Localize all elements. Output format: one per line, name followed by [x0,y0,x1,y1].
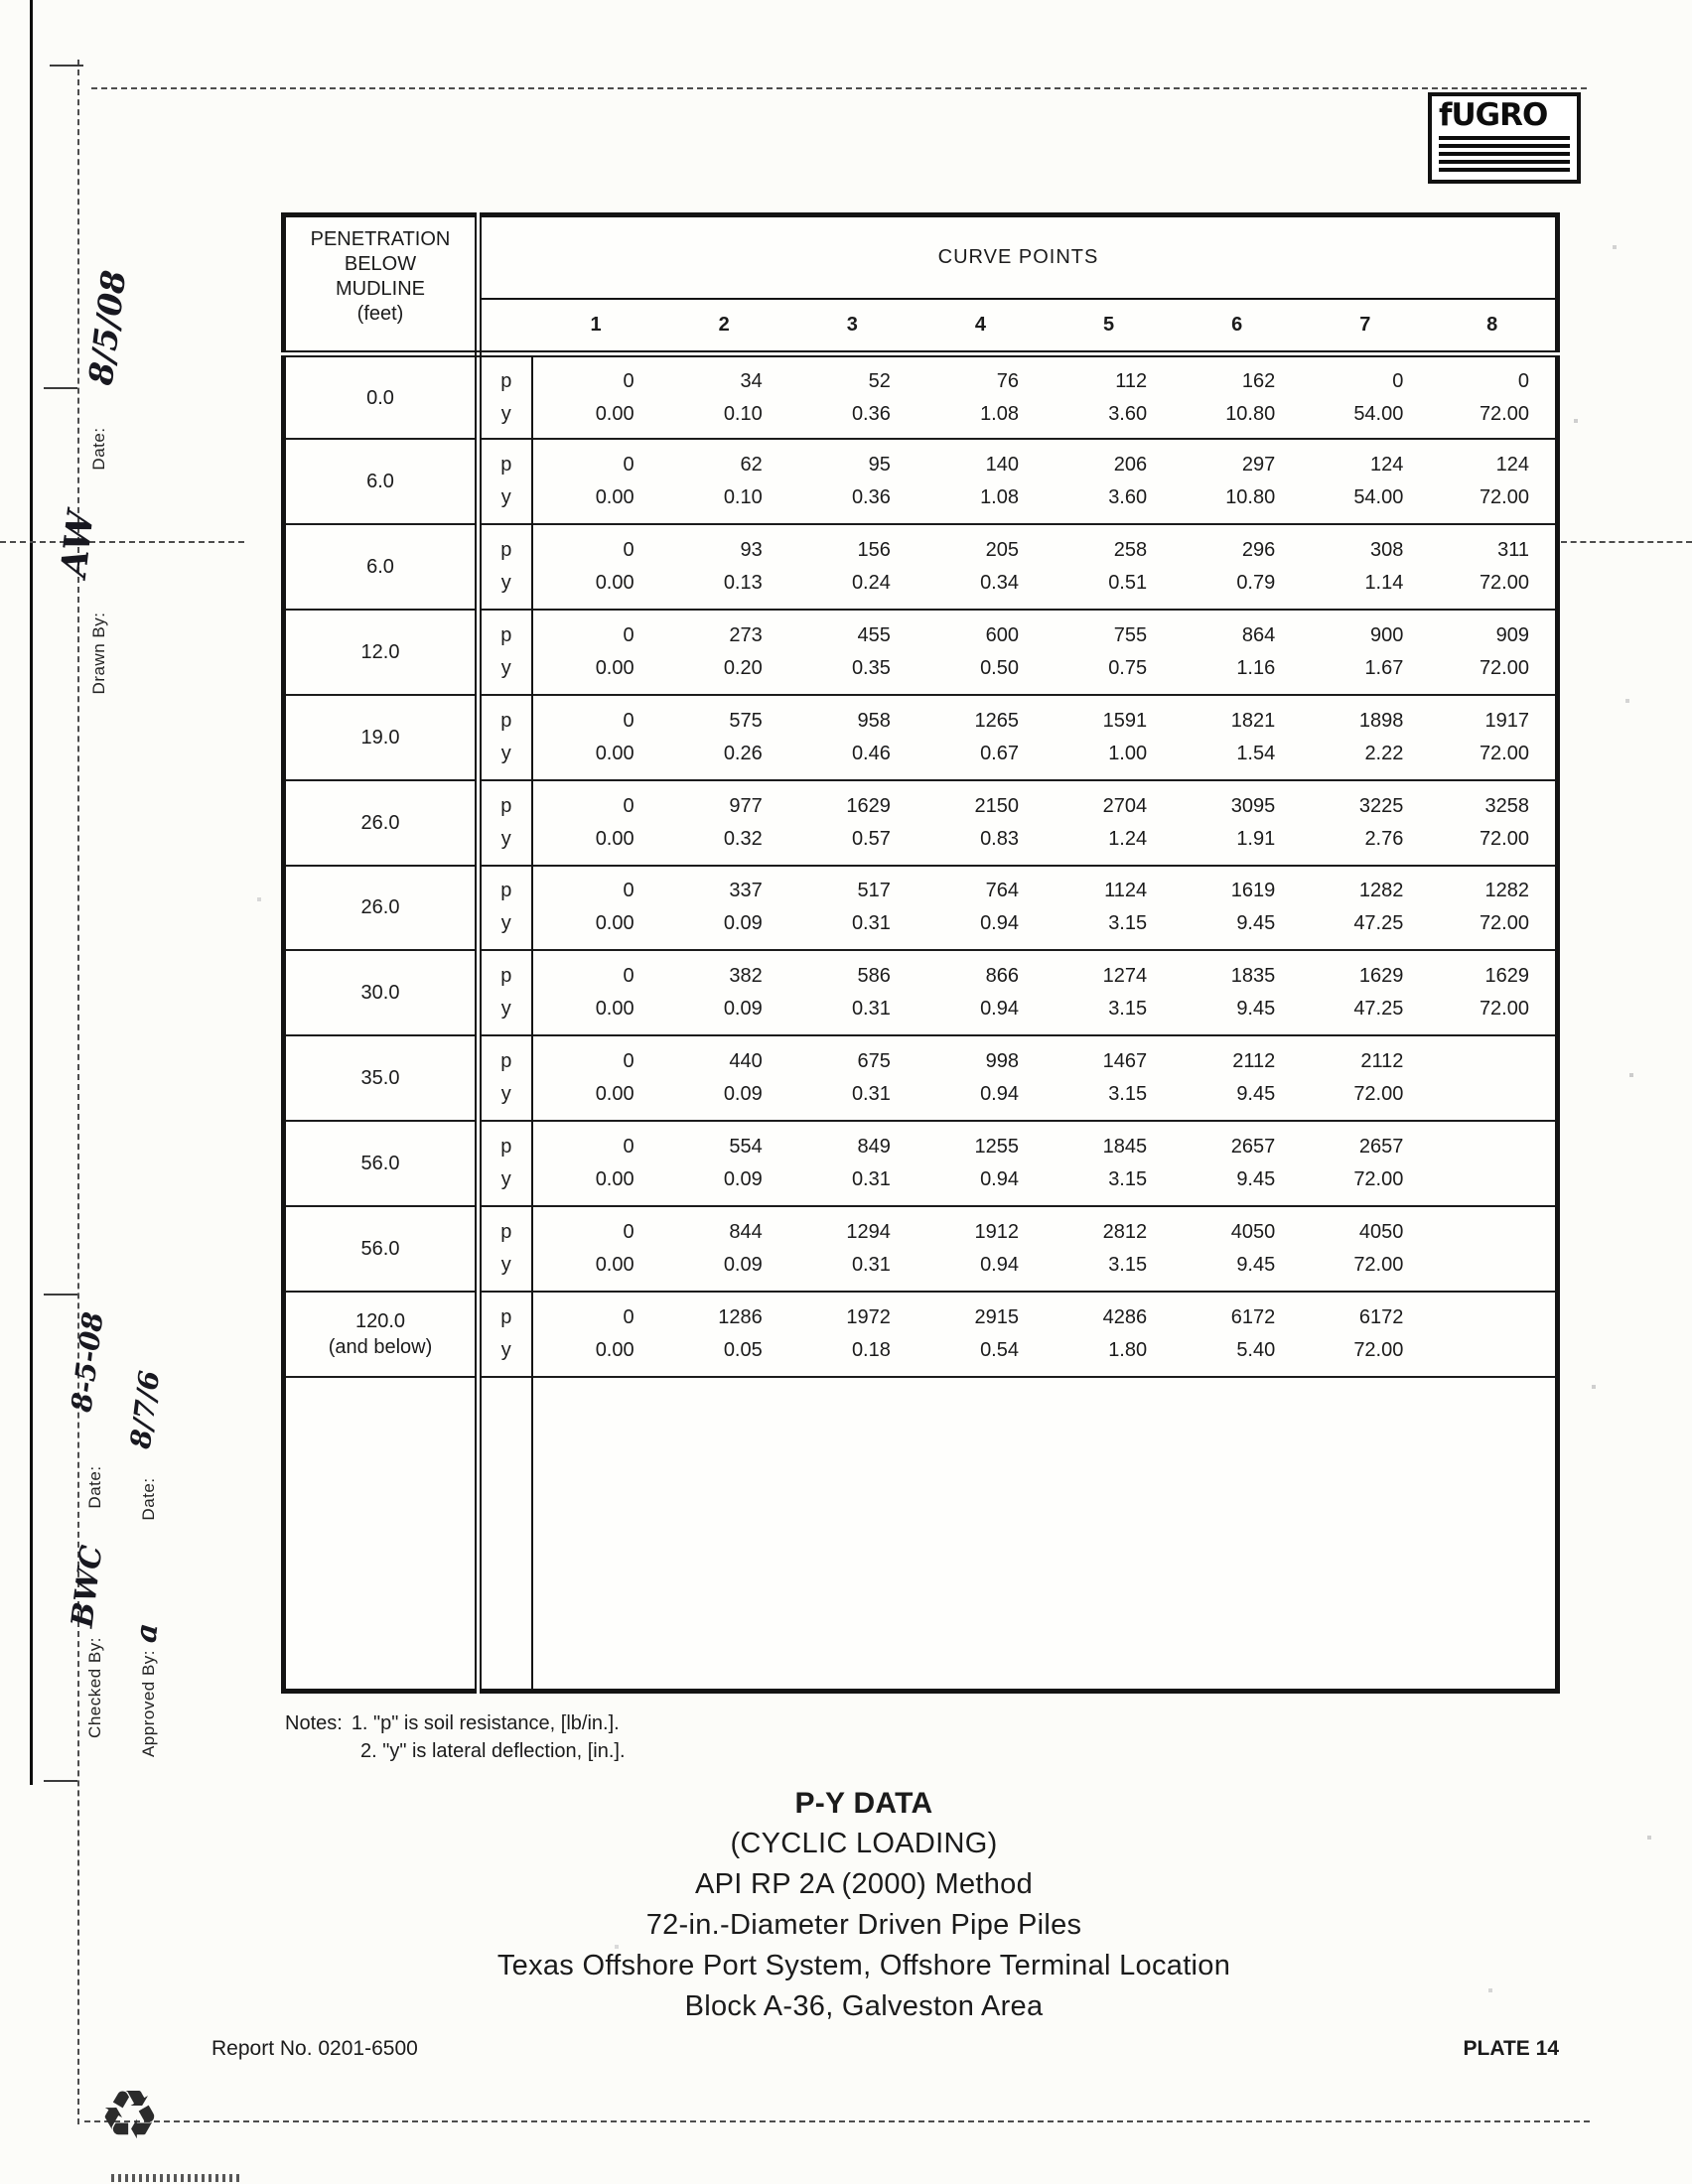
checked-date-label: Date: [85,1465,104,1509]
value-cell: 1629 72.00 [1429,950,1557,1035]
value-cell: 156 0.24 [788,524,916,610]
drawn-by-label: Drawn By: [89,612,108,695]
value-cell: 2657 72.00 [1301,1121,1429,1206]
value-cell: 0 0.00 [532,780,660,866]
depth-cell: 30.0 [284,950,479,1035]
value-cell: 1274 3.15 [1045,950,1173,1035]
value-cell: 124 54.00 [1301,439,1429,524]
value-cell: 337 0.09 [660,866,788,951]
point-number: 8 [1429,299,1557,354]
scan-edge-line [30,0,33,1785]
point-number: 1 [532,299,660,354]
top-border-line [91,87,1587,89]
checked-by-label: Checked By: [85,1637,104,1738]
title-block [224,1783,1503,2027]
value-cell: 1912 0.94 [916,1206,1045,1292]
value-cell: 909 72.00 [1429,610,1557,695]
py-label-cell: p y [479,610,532,695]
penetration-header-line: BELOW [344,253,417,275]
table-row [284,1035,1558,1121]
value-cell: 258 0.51 [1045,524,1173,610]
value-cell: 1835 9.45 [1173,950,1301,1035]
value-cell: 0 0.00 [532,866,660,951]
value-cell: 844 0.09 [660,1206,788,1292]
value-cell: 6172 72.00 [1301,1292,1429,1377]
point-number: 2 [660,299,788,354]
value-cell: 0 0.00 [532,524,660,610]
value-cell: 0 72.00 [1479,369,1529,425]
value-cell: 977 0.32 [660,780,788,866]
scan-artifact-text [111,2174,242,2182]
value-cell: 52 0.36 [851,369,891,425]
value-cell: 1898 2.22 [1301,695,1429,780]
value-cell: 764 0.94 [916,866,1045,951]
point-number: 6 [1173,299,1301,354]
fugro-logo-text: fUGRO [1439,97,1548,133]
recycle-icon: ♻ [99,2077,160,2155]
value-cell: 1845 3.15 [1045,1121,1173,1206]
py-label-cell: p y [479,1035,532,1121]
py-label-cell: p y [479,1206,532,1292]
value-cell: 382 0.09 [660,950,788,1035]
depth-cell: 6.0 [284,439,479,524]
value-cell: 0 0.00 [532,1292,660,1377]
drawn-by-handwritten: AW [53,508,102,580]
py-table-body [284,354,1558,1692]
plate-number: PLATE 14 [1463,2037,1559,2060]
title-loading-type: (CYCLIC LOADING) [730,1828,998,1859]
py-label-cell: p y [479,780,532,866]
title-pile-description: 72-in.-Diameter Driven Pipe Piles [645,1909,1082,1941]
value-cell: 1821 1.54 [1173,695,1301,780]
checked-date-handwritten: 8-5-08 [65,1309,110,1415]
py-label-cell: p y [479,524,532,610]
table-row [284,1206,1558,1292]
depth-cell: 6.0 [284,524,479,610]
bottom-border-line [84,2120,1590,2122]
approved-date-handwritten: 8/7/6 [123,1368,167,1451]
value-cell: 1619 9.45 [1173,866,1301,951]
point-number: 4 [916,299,1045,354]
value-cell: 1467 3.15 [1045,1035,1173,1121]
value-cell: 755 0.75 [1045,610,1173,695]
value-cell: 297 10.80 [1173,439,1301,524]
table-row [284,695,1558,780]
penetration-header-line: MUDLINE [335,278,425,300]
value-cell: 2112 72.00 [1301,1035,1429,1121]
registration-tick [50,65,83,67]
point-number: 3 [788,299,916,354]
table-row [284,780,1558,866]
value-cell: 4286 1.80 [1045,1292,1173,1377]
value-cell: 1972 0.18 [788,1292,916,1377]
value-cell: 2150 0.83 [916,780,1045,866]
depth-cell: 56.0 [284,1206,479,1292]
value-cell: 0 0.00 [532,695,660,780]
value-cell: 0 0.00 [532,1206,660,1292]
point-number: 7 [1301,299,1429,354]
value-cell: 849 0.31 [788,1121,916,1206]
value-cell: 2915 0.54 [916,1292,1045,1377]
value-cell: 2657 9.45 [1173,1121,1301,1206]
fugro-logo-stripes-icon [1439,136,1570,172]
value-cell: 2704 1.24 [1045,780,1173,866]
py-label-cell: p y [479,866,532,951]
value-cell: 93 0.13 [660,524,788,610]
mid-registration-line-right [1561,541,1692,543]
depth-cell: 56.0 [284,1121,479,1206]
value-cell [1429,1292,1557,1377]
value-cell: 1917 72.00 [1429,695,1557,780]
empty-table-area [284,1377,1558,1692]
penetration-header-line: PENETRATION [310,228,451,250]
notes [285,1709,626,1765]
value-cell: 206 3.60 [1045,439,1173,524]
checked-by-handwritten: BWC [65,1543,110,1630]
value-cell: 205 0.34 [916,524,1045,610]
depth-cell: 26.0 [284,866,479,951]
py-label-cell: p y [479,439,532,524]
value-cell: 1294 0.31 [788,1206,916,1292]
value-cell: 273 0.20 [660,610,788,695]
value-cell: 1124 3.15 [1045,866,1173,951]
value-cell: 1282 72.00 [1429,866,1557,951]
py-label-cell: p y [479,354,532,440]
depth-cell: 35.0 [284,1035,479,1121]
approved-by-handwritten: a [128,1621,166,1645]
mid-registration-line-left [0,541,244,543]
title-project: Texas Offshore Port System, Offshore Terminal Location [496,1950,1231,1981]
table-row [284,950,1558,1035]
depth-cell: 12.0 [284,610,479,695]
scan-speckles [0,0,2,2]
value-cell: 900 1.67 [1301,610,1429,695]
date-label-top: Date: [89,427,108,471]
value-cell: 575 0.26 [660,695,788,780]
value-cell: 517 0.31 [788,866,916,951]
value-cell: 1286 0.05 [660,1292,788,1377]
value-cell: 162 10.80 [1225,369,1276,425]
value-cell: 0 0.00 [532,439,660,524]
note-2: 2. "y" is lateral deflection, [in.]. [360,1740,626,1762]
value-cell: 1255 0.94 [916,1121,1045,1206]
py-label-cell: p y [479,950,532,1035]
value-cell: 140 1.08 [916,439,1045,524]
registration-tick [44,387,77,389]
value-cell [1429,1206,1557,1292]
py-label-cell: p y [479,1121,532,1206]
value-cell: 998 0.94 [916,1035,1045,1121]
depth-cell: 0.0 [284,354,479,440]
table-row [284,439,1558,524]
curve-points-header: CURVE POINTS [479,215,1558,299]
value-cell: 0 0.00 [532,610,660,695]
value-cell: 675 0.31 [788,1035,916,1121]
value-cell: 4050 9.45 [1173,1206,1301,1292]
value-cell: 62 0.10 [660,439,788,524]
value-cell: 112 3.60 [1108,369,1148,425]
value-cell: 95 0.36 [788,439,916,524]
value-cell: 0 54.00 [1353,369,1404,425]
registration-tick [44,1780,77,1782]
value-cell: 3095 1.91 [1173,780,1301,866]
py-label-cell: p y [479,695,532,780]
value-cell: 554 0.09 [660,1121,788,1206]
table-row [284,354,1558,440]
value-cell: 1591 1.00 [1045,695,1173,780]
value-cell: 1265 0.67 [916,695,1045,780]
value-cell: 958 0.46 [788,695,916,780]
table-row [284,524,1558,610]
value-cell: 0 0.00 [532,1035,660,1121]
value-cell: 0 0.00 [595,369,634,425]
margin-fold-line [77,60,79,2124]
value-cell: 0 0.00 [532,950,660,1035]
title-location: Block A-36, Galveston Area [684,1990,1044,2022]
title-method: API RP 2A (2000) Method [694,1868,1034,1900]
value-cell: 440 0.09 [660,1035,788,1121]
value-cell: 866 0.94 [916,950,1045,1035]
value-cell: 296 0.79 [1173,524,1301,610]
py-data-table [281,212,1560,1694]
approved-date-label: Date: [139,1477,158,1521]
table-row [284,866,1558,951]
value-cell: 600 0.50 [916,610,1045,695]
value-cell [1429,1121,1557,1206]
value-cell: 0 0.00 [532,1121,660,1206]
curve-points-header-row [284,215,1558,299]
registration-tick [44,1294,77,1296]
table-row [284,1292,1558,1377]
value-cell: 311 72.00 [1429,524,1557,610]
value-cell [1429,1035,1557,1121]
value-cell: 2812 3.15 [1045,1206,1173,1292]
value-cell: 76 1.08 [980,369,1019,425]
py-header-spacer [479,299,532,354]
value-cell: 3258 72.00 [1429,780,1557,866]
penetration-header [284,215,479,354]
value-cell: 4050 72.00 [1301,1206,1429,1292]
report-number: Report No. 0201-6500 [212,2037,418,2060]
penetration-header-line: (feet) [356,303,404,325]
value-cell: 864 1.16 [1173,610,1301,695]
value-cell: 124 72.00 [1429,439,1557,524]
notes-label: Notes: [285,1712,343,1734]
table-row [284,610,1558,695]
value-cell: 1629 0.57 [788,780,916,866]
value-cell: 308 1.14 [1301,524,1429,610]
note-1: 1. "p" is soil resistance, [lb/in.]. [351,1712,620,1734]
date-handwritten-top: 8/5/08 [80,268,134,387]
value-cell: 2112 9.45 [1173,1035,1301,1121]
point-number: 5 [1045,299,1173,354]
depth-cell: 19.0 [284,695,479,780]
value-cell: 34 0.10 [723,369,763,425]
depth-cell: 26.0 [284,780,479,866]
approved-by-label: Approved By: [139,1649,158,1758]
value-cell: 586 0.31 [788,950,916,1035]
table-row [284,1121,1558,1206]
value-cell: 455 0.35 [788,610,916,695]
title-main: P-Y DATA [794,1787,933,1820]
value-cell: 1629 47.25 [1301,950,1429,1035]
value-cell: 1282 47.25 [1301,866,1429,951]
fugro-logo [1428,92,1581,184]
depth-cell: 120.0 (and below) [284,1292,479,1377]
py-label-cell: p y [479,1292,532,1377]
value-cell: 3225 2.76 [1301,780,1429,866]
value-cell: 6172 5.40 [1173,1292,1301,1377]
